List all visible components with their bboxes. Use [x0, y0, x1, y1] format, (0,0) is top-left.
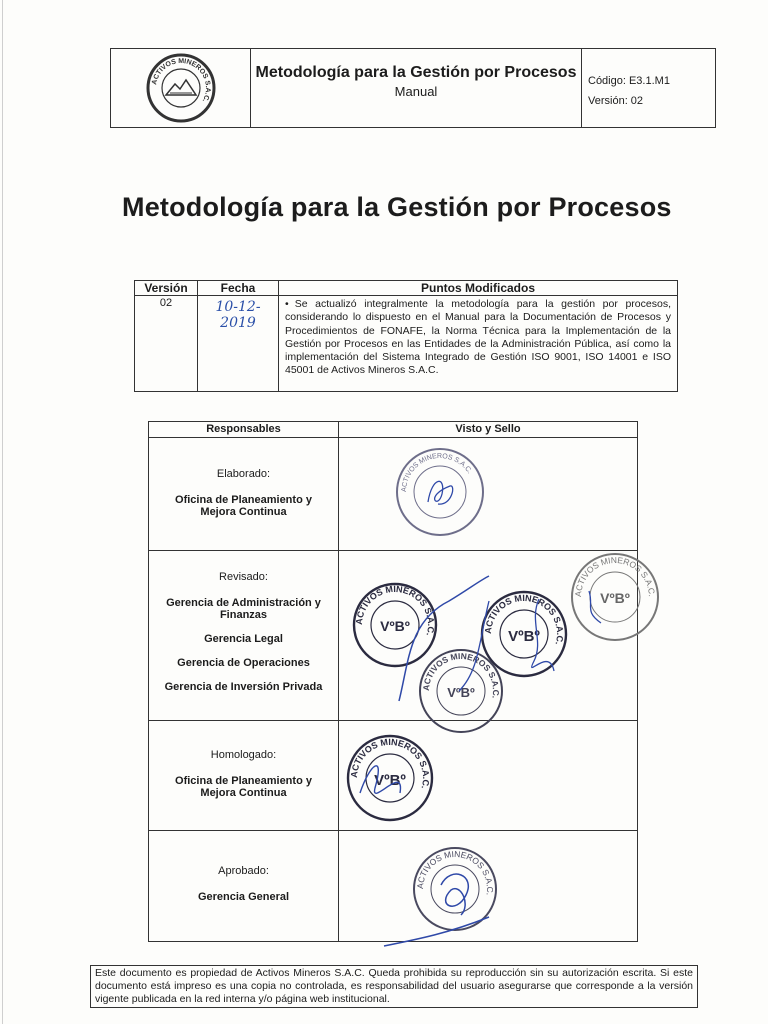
- aprobado-org: Gerencia General: [197, 891, 290, 903]
- aprobado-row: [149, 831, 637, 941]
- page-edge: [2, 0, 3, 1024]
- approvals-header: [149, 422, 637, 438]
- homologado-label: Homologado:: [210, 749, 277, 761]
- date-header: Fecha: [198, 281, 279, 296]
- svg-text:ACTIVOS MINEROS S.A.C.: ACTIVOS MINEROS S.A.C.: [482, 592, 566, 647]
- signature-icon: [339, 551, 639, 721]
- svg-text:ACTIVOS MINEROS S.A.C.: ACTIVOS MINEROS S.A.C.: [150, 57, 211, 104]
- homologado-cell: [149, 721, 339, 830]
- bullet: •: [285, 298, 289, 310]
- company-logo-icon: [146, 53, 216, 123]
- svg-text:ACTIVOS MINEROS S.A.C.: ACTIVOS MINEROS S.A.C.: [400, 452, 473, 493]
- revisado-row: [149, 551, 658, 721]
- handwritten-date: 10-12-2019: [215, 299, 261, 331]
- elaborado-org: Oficina de Planeamiento y Mejora Continua: [175, 494, 312, 518]
- header-code-cell: [582, 49, 715, 127]
- svg-text:ACTIVOS MINEROS S.A.C.: ACTIVOS MINEROS S.A.C.: [420, 650, 502, 700]
- footer-disclaimer: Este documento es propiedad de Activos Mineros S.A.C. Queda prohibida su reproducción sin su autorización escrita. Si este documento está impreso es una copia no controlada, es responsabilidad del usuario asegurarse que corresponde a la versión vigente publicada en la red interna y/o página web institucional.: [90, 965, 698, 1008]
- svg-text:VºBº: VºBº: [380, 618, 410, 634]
- svg-text:ACTIVOS MINEROS S.A.C.: ACTIVOS MINEROS S.A.C.: [348, 736, 432, 791]
- svg-text:VºBº: VºBº: [374, 772, 406, 789]
- aprobado-seal-cell: [339, 831, 637, 941]
- homologado-row: [149, 721, 637, 831]
- revisado-cell: [149, 551, 339, 720]
- seal-stamp-icon: [394, 446, 486, 538]
- elaborado-label: Elaborado:: [216, 468, 271, 480]
- header-subtitle: Manual: [394, 84, 438, 99]
- changes-header: Puntos Modificados: [279, 281, 678, 296]
- homologado-org: Oficina de Planeamiento y Mejora Continua: [175, 775, 312, 799]
- change-description: Se actualizó integralmente la metodología para la gestión por procesos, considerando lo dispuesto en el Manual para la Documentación de Procesos y Procedimientos de FONAFE, la Norma Técnica para la Implementación de la Gestión por Procesos en las Entidades de la Administración Pública, así como la implementación del Sistema Integrado de Gestión ISO 9001, ISO 14001 e ISO 45001 de Activos Mineros S.A.C.: [285, 298, 671, 377]
- svg-text:VºBº: VºBº: [447, 685, 475, 700]
- revisado-org-4: Gerencia de Inversión Privada: [164, 681, 323, 693]
- svg-text:ACTIVOS MINEROS S.A.C.: ACTIVOS MINEROS S.A.C.: [353, 583, 437, 638]
- document-version: Versión: 02: [588, 95, 644, 107]
- revisado-org-3: Gerencia de Operaciones: [177, 657, 310, 669]
- header-title: Metodología para la Gestión por Procesos: [255, 64, 577, 81]
- aprobado-cell: [149, 831, 339, 941]
- signature-icon: [379, 911, 499, 951]
- revisado-org-1: Gerencia de Administración y Finanzas: [166, 597, 321, 621]
- table-row: [135, 296, 678, 392]
- revisado-org-2: Gerencia Legal: [204, 633, 283, 645]
- responsables-header: Responsables: [149, 422, 339, 437]
- homologado-seal-cell: [339, 721, 637, 830]
- version-cell: 02: [135, 296, 198, 392]
- elaborado-row: [149, 438, 637, 551]
- revisado-label: Revisado:: [219, 571, 268, 583]
- aprobado-label: Aprobado:: [218, 865, 269, 877]
- svg-text:VºBº: VºBº: [600, 590, 630, 606]
- document-code: Código: E3.1.M1: [588, 75, 670, 87]
- logo-cell: [111, 49, 251, 127]
- version-table: [134, 280, 678, 392]
- approvals-table: [148, 421, 658, 942]
- page-title: Metodología para la Gestión por Procesos: [122, 192, 672, 222]
- header-title-cell: [251, 49, 582, 127]
- elaborado-seal-cell: [339, 438, 637, 550]
- revisado-seal-cell: [339, 551, 658, 720]
- changes-cell: [279, 296, 678, 392]
- vobo-stamp-icon: [345, 733, 435, 823]
- svg-text:ACTIVOS MINEROS S.A.C.: ACTIVOS MINEROS S.A.C.: [414, 848, 496, 897]
- version-header: Versión: [135, 281, 198, 296]
- svg-text:ACTIVOS MINEROS S.A.C.: ACTIVOS MINEROS S.A.C.: [572, 554, 658, 598]
- document-header: [110, 48, 716, 128]
- date-cell: [198, 296, 279, 392]
- elaborado-cell: [149, 438, 339, 550]
- visto-sello-header: Visto y Sello: [455, 423, 521, 435]
- svg-text:VºBº: VºBº: [508, 628, 540, 645]
